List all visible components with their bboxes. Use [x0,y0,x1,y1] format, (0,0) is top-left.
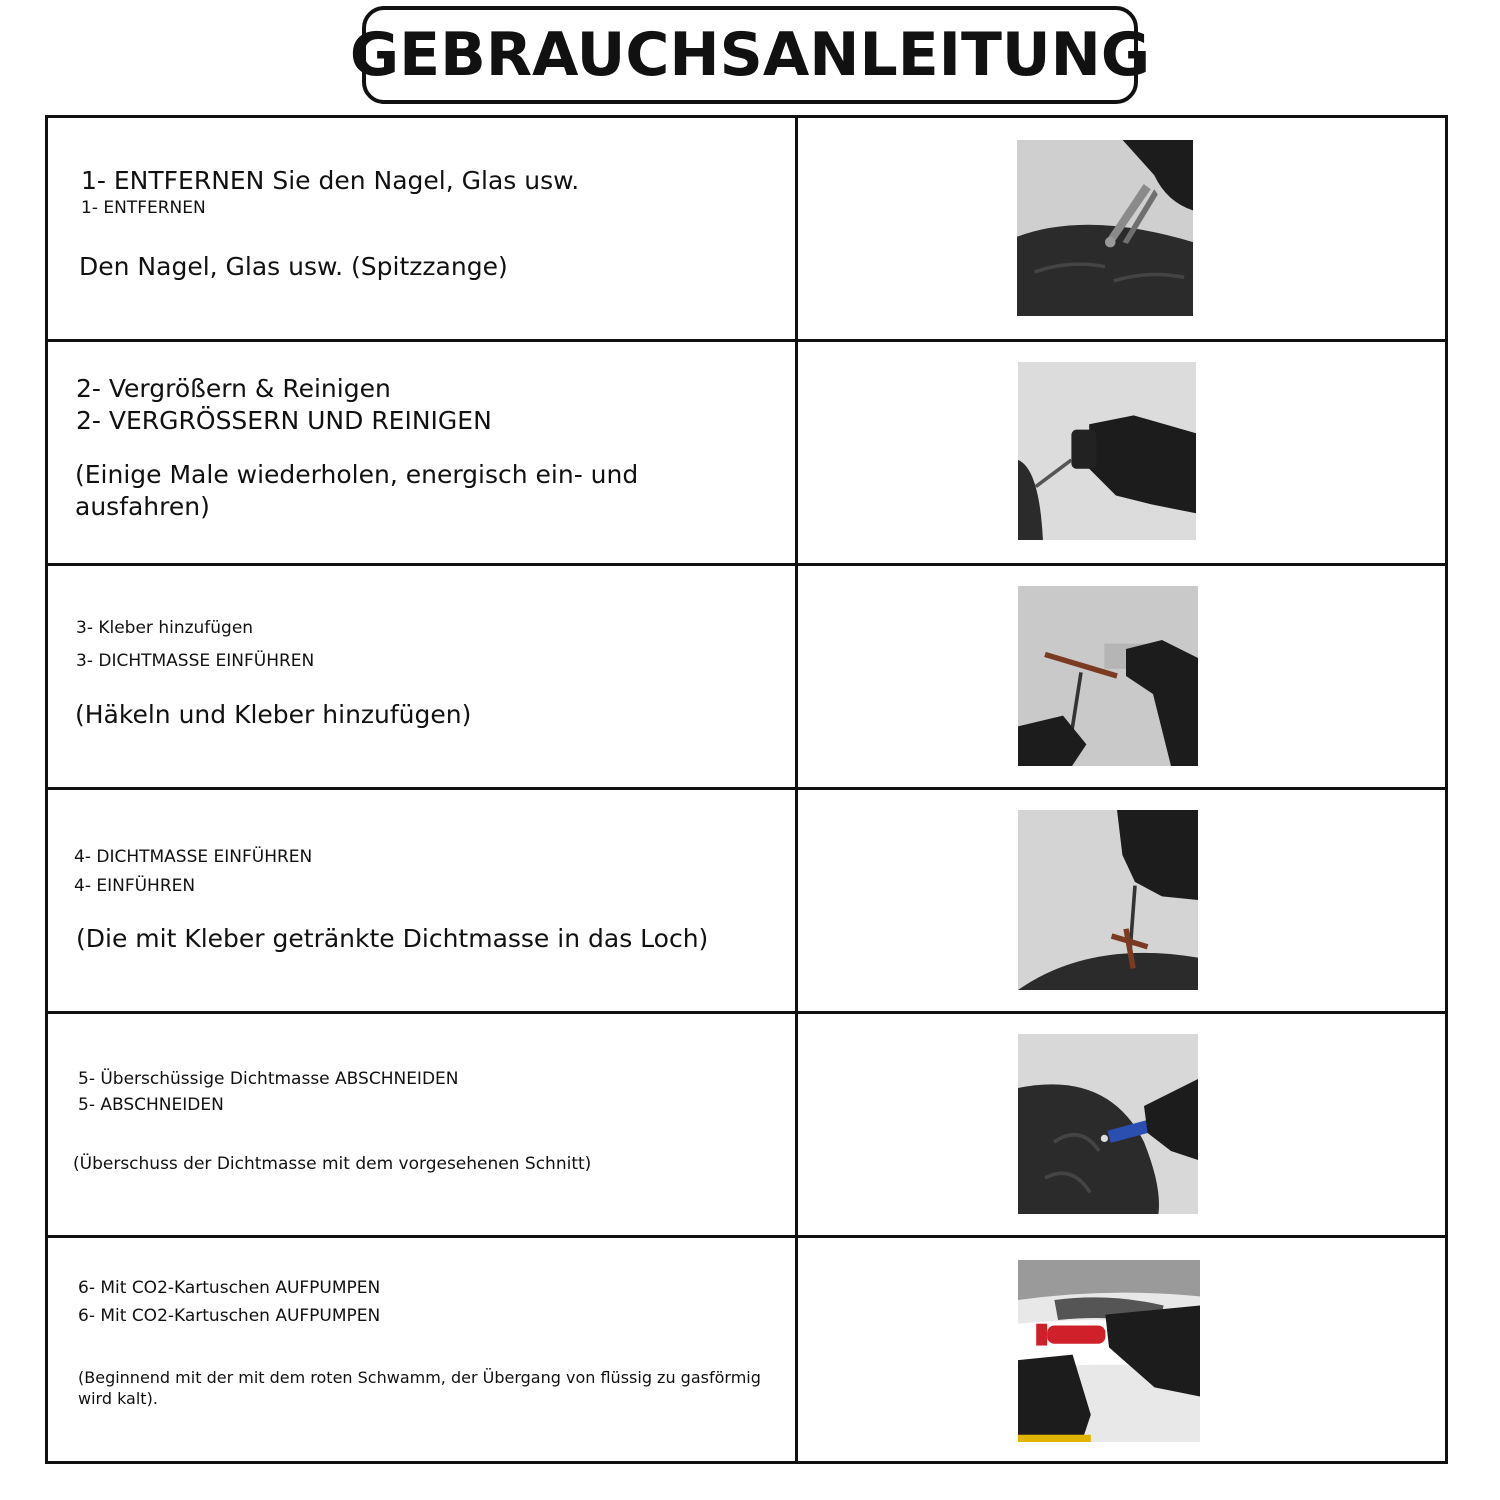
step-3-detail: (Häkeln und Kleber hinzufügen) [75,700,472,729]
applying-glue-to-plug-photo [1018,586,1198,766]
inserting-plug-into-tire-photo [1018,810,1198,990]
step-2-subheading: 2- VERGRÖSSERN UND REINIGEN [76,406,492,435]
step-3-heading: 3- Kleber hinzufügen [76,618,254,638]
step-2-detail: (Einige Male wiederholen, energisch ein- und ausfahren) [75,460,639,521]
instructions-table [45,115,1448,1464]
step-2-text-cell [48,342,798,563]
step-row-1 [48,118,1445,342]
step-1-subheading: 1- ENTFERNEN [81,198,206,218]
step-2-heading: 2- Vergrößern & Reinigen [76,374,391,403]
step-6-detail: (Beginnend mit der mit dem roten Schwamm, der Übergang von flüssig zu gasförmig wird kalt). [78,1368,761,1408]
step-6-subheading: 6- Mit CO2-Kartuschen AUFPUMPEN [78,1306,381,1326]
step-6-heading: 6- Mit CO2-Kartuschen AUFPUMPEN [78,1278,381,1298]
step-row-2 [48,342,1445,566]
step-4-subheading: 4- EINFÜHREN [74,876,196,896]
pliers-removing-nail-from-tire-photo [1017,140,1193,316]
step-2-image-cell [798,342,1445,563]
step-5-subheading: 5- ABSCHNEIDEN [78,1095,224,1115]
step-5-image-cell [798,1014,1445,1235]
reamer-tool-in-tire-photo [1018,362,1196,540]
page-title: GEBRAUCHSANLEITUNG [349,20,1151,90]
step-5-heading: 5- Überschüssige Dichtmasse ABSCHNEIDEN [78,1069,459,1089]
step-1-text-cell [48,118,798,339]
step-1-image-cell [798,118,1445,339]
title-box [349,6,1151,104]
step-1-heading: 1- ENTFERNEN Sie den Nagel, Glas usw. [81,166,580,195]
step-row-5 [48,1014,1445,1238]
step-6-text-cell [48,1238,798,1464]
cutting-excess-plug-photo [1018,1034,1198,1214]
step-4-text-cell [48,790,798,1011]
step-3-subheading: 3- DICHTMASSE EINFÜHREN [76,651,315,671]
co2-cartridge-inflating-photo [1018,1260,1200,1442]
step-6-image-cell [798,1238,1445,1464]
step-5-text-cell [48,1014,798,1235]
step-3-image-cell [798,566,1445,787]
step-row-6 [48,1238,1445,1464]
step-4-heading: 4- DICHTMASSE EINFÜHREN [74,847,313,867]
step-4-image-cell [798,790,1445,1011]
step-row-4 [48,790,1445,1014]
step-4-detail: (Die mit Kleber getränkte Dichtmasse in das Loch) [76,924,709,953]
step-3-text-cell [48,566,798,787]
step-row-3 [48,566,1445,790]
step-5-detail: (Überschuss der Dichtmasse mit dem vorgesehenen Schnitt) [73,1154,592,1174]
step-1-detail: Den Nagel, Glas usw. (Spitzzange) [79,252,508,281]
